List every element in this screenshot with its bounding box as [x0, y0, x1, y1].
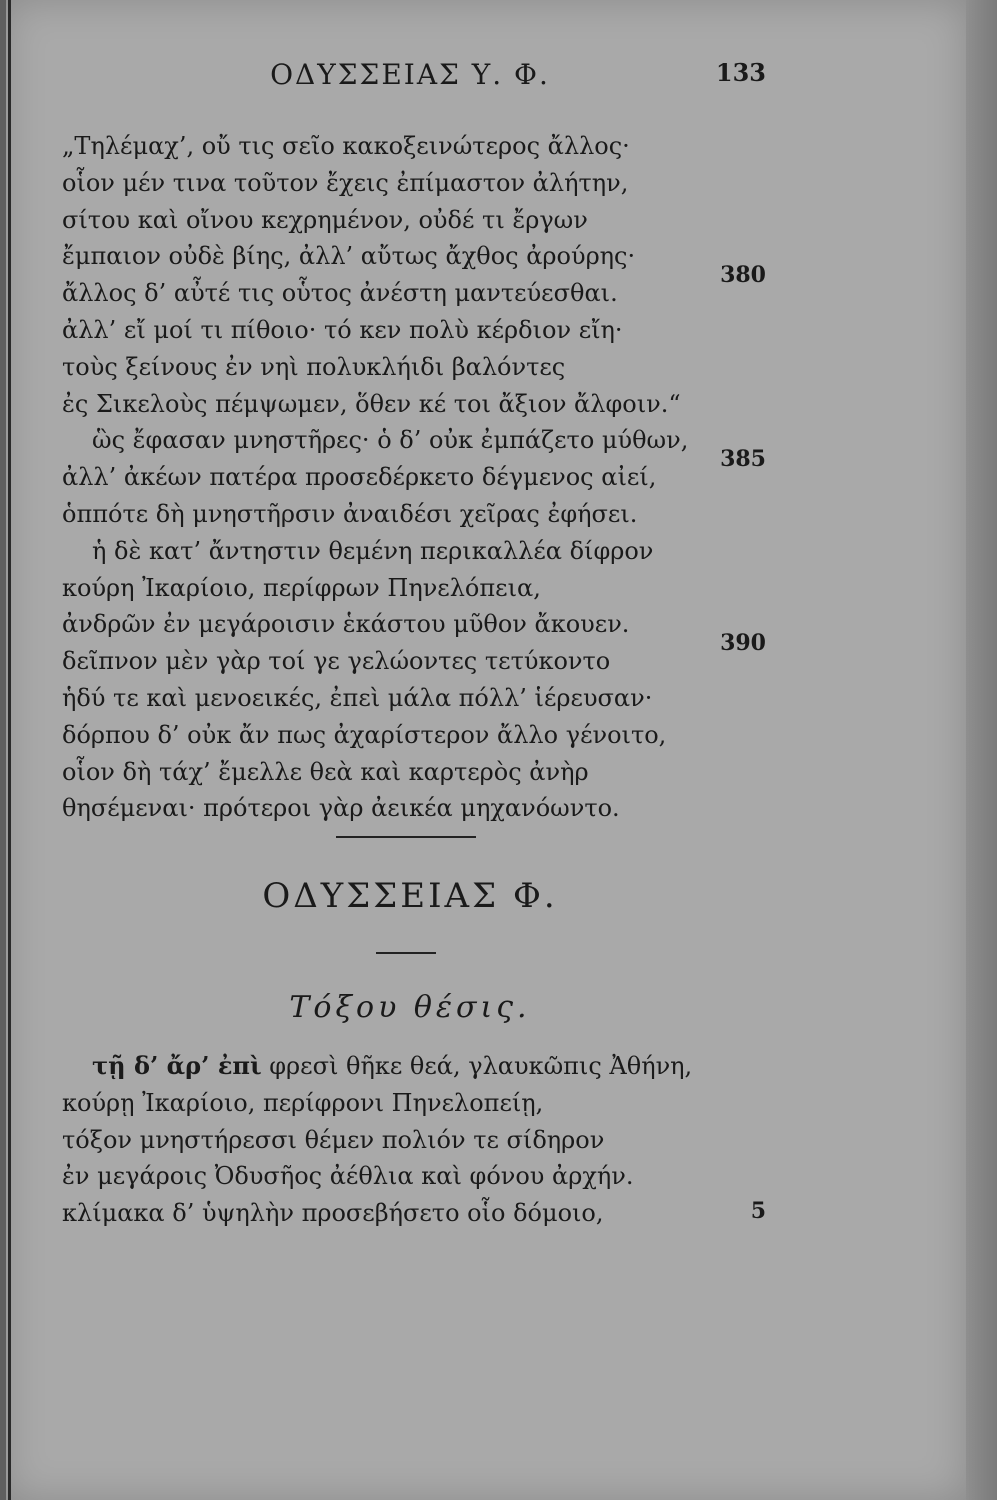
verse-line: ὁππότε δὴ μνηστῆρσιν ἀναιδέσι χεῖρας ἐφήσει. — [62, 499, 638, 528]
verse-line: θησέμεναι· πρότεροι γὰρ ἀεικέα μηχανόωντο. — [62, 794, 620, 823]
verse-line: ἡ δὲ κατ’ ἄντηστιν θεμένη περικαλλέα δίφρον — [92, 536, 654, 565]
verse-line: ἀνδρῶν ἐν μεγάροισιν ἑκάστου μῦθον ἄκουεν. — [62, 610, 630, 639]
verse-line: ἀλλ’ ἀκέων πατέρα προσεδέρκετο δέγμενος αἰεί, — [62, 463, 657, 492]
verse-line: κούρη Ἰκαρίοιο, περίφρων Πηνελόπεια, — [62, 573, 541, 602]
line-number: 390 — [720, 630, 766, 656]
verse-line: ὣς ἔφασαν μνηστῆρες· ὁ δ’ οὐκ ἐμπάζετο μύθων, — [92, 426, 689, 455]
section-divider — [336, 836, 476, 838]
verse-block-a — [62, 128, 702, 827]
book-subtitle: Τόξου θέσις. — [289, 990, 531, 1025]
line-number: 380 — [720, 262, 766, 288]
running-title: ΟΔΥΣΣΕΙΑΣ Υ. Φ. — [270, 58, 550, 91]
verse-line: ἐς Σικελοὺς πέμψωμεν, ὅθεν κέ τοι ἄξιον ἄλφοιν.“ — [62, 389, 681, 418]
verse-line: δόρπου δ’ οὐκ ἄν πως ἀχαρίστερον ἄλλο γένοιτο, — [62, 720, 667, 749]
verse-line: οἷον δὴ τάχ’ ἔμελλε θεὰ καὶ καρτερὸς ἀνὴρ — [62, 757, 589, 786]
page-edge — [966, 0, 997, 1500]
verse-line: ἀλλ’ εἴ μοί τι πίθοιο· τό κεν πολὺ κέρδιον εἴη· — [62, 315, 623, 344]
verse-line: κλίμακα δ’ ὑψηλὴν προσεβήσετο οἷο δόμοιο, — [62, 1199, 604, 1228]
verse-line: κούρῃ Ἰκαρίοιο, περίφρονι Πηνελοπείῃ, — [62, 1088, 544, 1117]
verse-line: ἡδύ τε καὶ μενοεικές, ἐπεὶ μάλα πόλλ’ ἱέρευσαν· — [62, 683, 653, 712]
verse-line: ἐν μεγάροις Ὀδυσῆος ἀέθλια καὶ φόνου ἀρχήν. — [62, 1162, 634, 1191]
verse-line: τόξον μνηστήρεσσι θέμεν πολιόν τε σίδηρον — [62, 1125, 605, 1154]
first-line-rest: φρεσὶ θῆκε θεά, γλαυκῶπις Ἀθήνη, — [261, 1052, 693, 1080]
line-number: 5 — [750, 1198, 766, 1224]
verse-line: „Τηλέμαχ’, οὔ τις σεῖο κακοξεινώτερος ἄλλος· — [62, 132, 630, 160]
verse-line: σίτου καὶ οἴνου κεχρημένον, οὐδέ τι ἔργων — [62, 205, 588, 234]
verse-line: ἔμπαιον οὐδὲ βίης, ἀλλ’ αὔτως ἄχθος ἀρούρης· — [62, 242, 636, 271]
verse-line: ἄλλος δ’ αὖτέ τις οὗτος ἀνέστη μαντεύεσθαι. — [62, 279, 618, 308]
title-rule — [376, 952, 436, 954]
verse-line: οἷον μέν τινα τοῦτον ἔχεις ἐπίμαστον ἀλήτην, — [62, 168, 629, 197]
lead-words: τῇ δ’ ἄρ’ ἐπὶ — [92, 1051, 262, 1080]
book-title: ΟΔΥΣΣΕΙΑΣ Φ. — [262, 876, 558, 916]
verse-line: δεῖπνον μὲν γὰρ τοί γε γελώοντες τετύκοντο — [62, 647, 611, 676]
verse-line: τοὺς ξείνους ἐν νηὶ πολυκλήιδι βαλόντες — [62, 352, 566, 381]
binding-fold — [8, 0, 11, 1500]
page-number: 133 — [715, 58, 766, 87]
verse-line-first — [62, 1048, 702, 1085]
verse-block-b — [62, 1048, 702, 1232]
line-number: 385 — [720, 446, 766, 472]
